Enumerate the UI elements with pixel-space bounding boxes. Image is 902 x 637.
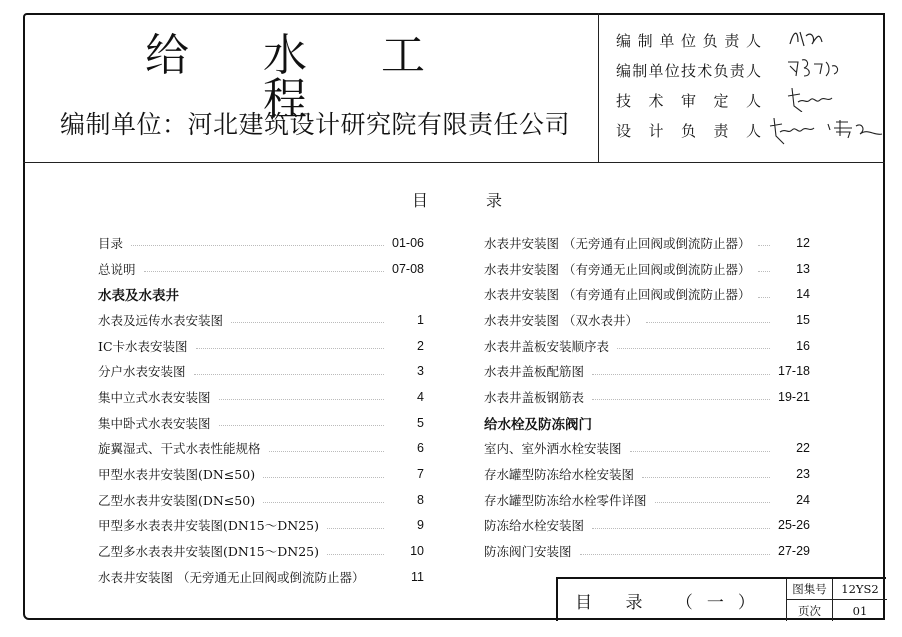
signature-row [616, 86, 886, 116]
toc-entry-page: 4 [417, 389, 424, 404]
signature-scribble-icon [766, 116, 886, 146]
toc-entry-page: 25-26 [778, 518, 810, 533]
toc-entry[interactable] [484, 384, 810, 410]
toc-entry-label: 分户水表安装图 [98, 362, 190, 380]
toc-entry-label: 水表井安装图 （双水表井） [484, 311, 642, 329]
signature-row [616, 26, 886, 56]
toc-entry-page: 6 [417, 441, 424, 456]
toc-entry-page: 9 [417, 518, 424, 533]
toc-entry[interactable] [98, 513, 424, 539]
toc-section-heading [98, 281, 424, 307]
leader-dots [655, 502, 770, 503]
toc-entry[interactable] [484, 461, 810, 487]
toc-entry[interactable] [484, 230, 810, 256]
toc-entry-page: 22 [796, 441, 810, 456]
leader-dots [144, 271, 384, 272]
toc-section-label: 给水栓及防冻阀门 [484, 413, 596, 433]
toc-section-label: 水表及水表井 [98, 284, 183, 304]
signature-row [616, 116, 886, 146]
toc-entry[interactable] [484, 487, 810, 513]
toc-entry[interactable] [98, 436, 424, 462]
leader-dots [592, 374, 770, 375]
leader-dots [758, 297, 770, 298]
toc-entry-page: 14 [796, 287, 810, 302]
toc-entry-label: 防冻阀门安装图 [484, 542, 576, 560]
leader-dots [592, 399, 770, 400]
leader-dots [372, 579, 384, 580]
toc-entry-page: 15 [796, 312, 810, 327]
toc-entry[interactable] [98, 461, 424, 487]
toc-entry[interactable] [98, 564, 424, 590]
leader-dots [219, 399, 384, 400]
leader-dots [646, 322, 770, 323]
leader-dots [758, 271, 770, 272]
leader-dots [592, 528, 770, 529]
signature-row [616, 56, 886, 86]
handwritten-signature [786, 86, 836, 116]
toc-heading-left: 目 [412, 191, 429, 210]
leader-dots [196, 348, 384, 349]
toc-entry-page: 01-06 [392, 235, 424, 250]
leader-dots [758, 245, 770, 246]
toc-entry-label: 水表井安装图 （无旁通无止回阀或倒流防止器） [98, 568, 368, 586]
toc-entry-page: 11 [411, 569, 424, 584]
signature-role: 技术审定人 [616, 92, 761, 110]
toc-entry[interactable] [484, 333, 810, 359]
signature-scribble-icon [786, 26, 826, 50]
title-block [556, 577, 886, 621]
toc-right-column [484, 230, 810, 564]
toc-entry-page: 16 [796, 338, 810, 353]
handwritten-signature [766, 116, 886, 150]
toc-entry-page: 7 [417, 467, 424, 482]
leader-dots [327, 528, 384, 529]
toc-entry-label: 存水罐型防冻给水栓零件详图 [484, 491, 651, 509]
toc-entry[interactable] [98, 538, 424, 564]
toc-entry[interactable] [484, 281, 810, 307]
toc-entry[interactable] [484, 256, 810, 282]
toc-entry-label: 防冻给水栓安装图 [484, 516, 588, 534]
toc-entry-label: 存水罐型防冻给水栓安装图 [484, 465, 638, 483]
toc-entry-label: 甲型水表井安装图(DN≤50) [98, 465, 259, 483]
toc-entry-label: 集中立式水表安装图 [98, 388, 215, 406]
toc-entry-label: 乙型多水表表井安装图(DN15～DN25) [98, 542, 323, 560]
toc-entry-page: 17-18 [778, 364, 810, 379]
leader-dots [131, 245, 384, 246]
main-title: 给 水 工 程 [145, 30, 455, 125]
toc-entry-page: 23 [796, 467, 810, 482]
leader-dots [269, 451, 384, 452]
toc-entry-page: 12 [796, 235, 810, 250]
toc-entry-label: 旋翼湿式、干式水表性能规格 [98, 439, 265, 457]
toc-entry[interactable] [484, 436, 810, 462]
toc-entry[interactable] [98, 410, 424, 436]
leader-dots [580, 554, 770, 555]
toc-entry-label: 目录 [98, 234, 127, 252]
page-number-value: 01 [852, 603, 868, 618]
atlas-number-label: 图集号 [787, 579, 833, 600]
toc-entry-label: 水表井盖板钢筋表 [484, 388, 588, 406]
leader-dots [642, 477, 770, 478]
toc-entry-label: IC卡水表安装图 [98, 337, 192, 355]
title-block-grid [786, 579, 887, 621]
toc-entry[interactable] [98, 307, 424, 333]
toc-entry[interactable] [484, 513, 810, 539]
header-divider [23, 162, 885, 163]
leader-dots [630, 451, 770, 452]
toc-section-heading [484, 410, 810, 436]
toc-entry-label: 水表井盖板安装顺序表 [484, 337, 613, 355]
toc-entry-label: 甲型多水表表井安装图(DN15～DN25) [98, 516, 323, 534]
signature-scribble-icon [786, 56, 842, 80]
organization-line: 编制单位：河北建筑设计研究院有限责任公司 [60, 110, 571, 139]
page-number-label: 页次 [787, 600, 833, 621]
atlas-number-value: 12YS2 [833, 579, 887, 600]
toc-entry-page: 1 [417, 312, 424, 327]
toc-entry-label: 集中卧式水表安装图 [98, 414, 215, 432]
signature-block [616, 26, 886, 146]
toc-entry-label: 水表井安装图 （无旁通有止回阀或倒流防止器） [484, 234, 754, 252]
sheet-title: 目 录 （一） [575, 592, 769, 613]
toc-entry[interactable] [98, 256, 424, 282]
leader-dots [263, 502, 384, 503]
handwritten-signature [786, 56, 842, 84]
toc-entry-label: 水表及远传水表安装图 [98, 311, 227, 329]
toc-entry[interactable] [98, 333, 424, 359]
toc-entry[interactable] [484, 307, 810, 333]
leader-dots [263, 477, 384, 478]
toc-entry-label: 水表井安装图 （有旁通有止回阀或倒流防止器） [484, 285, 754, 303]
toc-entry[interactable] [98, 230, 424, 256]
leader-dots [194, 374, 384, 375]
toc-entry[interactable] [98, 384, 424, 410]
leader-dots [617, 348, 770, 349]
toc-entry-page: 13 [796, 261, 810, 276]
toc-entry-page: 3 [417, 364, 424, 379]
toc-entry-page: 24 [796, 492, 810, 507]
toc-entry[interactable] [484, 358, 810, 384]
toc-entry[interactable] [98, 358, 424, 384]
signature-scribble-icon [786, 86, 836, 112]
toc-entry-label: 总说明 [98, 260, 140, 278]
toc-entry-page: 5 [417, 415, 424, 430]
toc-heading-right: 录 [486, 191, 503, 210]
toc-entry-label: 乙型水表井安装图(DN≤50) [98, 491, 259, 509]
toc-entry-page: 27-29 [778, 544, 810, 559]
toc-entry-label: 水表井盖板配筋图 [484, 362, 588, 380]
leader-dots [327, 554, 384, 555]
signature-role: 设计负责人 [616, 122, 761, 140]
toc-entry-page: 19-21 [778, 389, 810, 404]
leader-dots [231, 322, 384, 323]
toc-entry-page: 8 [417, 492, 424, 507]
toc-entry-label: 室内、室外洒水栓安装图 [484, 439, 626, 457]
toc-entry-label: 水表井安装图 （有旁通无止回阀或倒流防止器） [484, 260, 754, 278]
leader-dots [219, 425, 384, 426]
toc-entry[interactable] [98, 487, 424, 513]
signature-role: 编制单位负责人 [616, 32, 761, 50]
toc-left-column [98, 230, 424, 590]
toc-entry[interactable] [484, 538, 810, 564]
toc-entry-page: 07-08 [392, 261, 424, 276]
handwritten-signature [786, 26, 826, 54]
signature-role: 编制单位技术负责人 [616, 62, 761, 80]
toc-entry-page: 10 [410, 544, 424, 559]
toc-entry-page: 2 [417, 338, 424, 353]
